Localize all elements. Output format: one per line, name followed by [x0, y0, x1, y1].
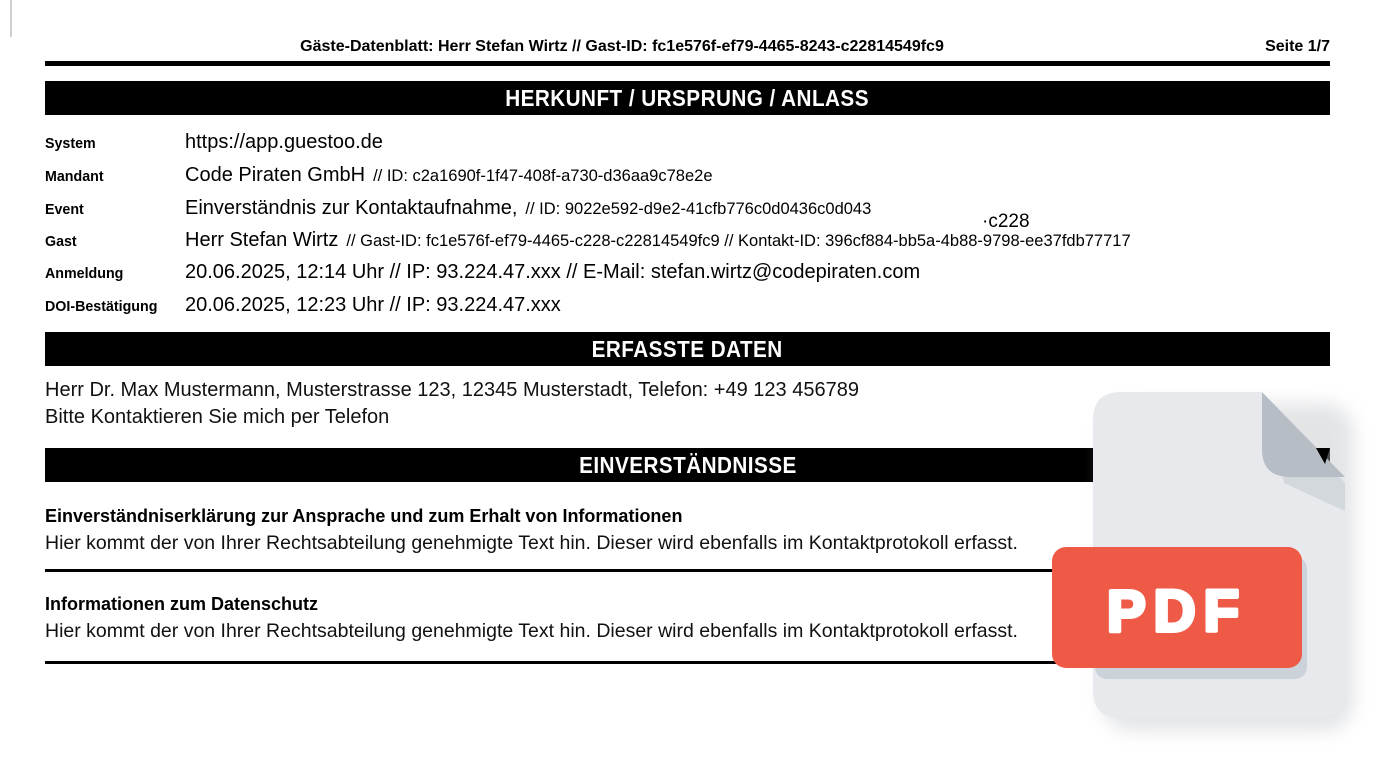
field-value: 20.06.2025, 12:14 Uhr // IP: 93.224.47.xxx // E-Mail: stefan.wirtz@codepiraten.com — [185, 261, 921, 283]
field-label: Event — [45, 201, 84, 218]
section-banner-origin — [45, 81, 1330, 115]
overlay-annotation-c228: ·c228 — [982, 211, 1030, 232]
field-value: 20.06.2025, 12:23 Uhr // IP: 93.224.47.xxx — [185, 294, 561, 316]
field-label: DOI-Bestätigung — [45, 298, 158, 315]
pdf-file-icon[interactable] — [1040, 383, 1374, 780]
section-title: ERFASSTE DATEN — [591, 335, 784, 362]
field-meta: // Gast-ID: fc1e576f-ef79-4465-c228-c22814549fc9 // Kontakt-ID: 396cf884-bb5a-4b88-9798-ee37fdb77717 — [346, 232, 1131, 250]
captured-data-line: Herr Dr. Max Mustermann, Musterstrasse 123, 12345 Musterstadt, Telefon: +49 123 456789 — [45, 379, 859, 401]
field-value: https://app.guestoo.de — [185, 131, 383, 153]
section-title: EINVERSTÄNDNISSE — [578, 451, 797, 478]
field-value: Code Piraten GmbH — [185, 164, 366, 186]
consent-body: Hier kommt der von Ihrer Rechtsabteilung genehmigte Text hin. Dieser wird ebenfalls im Kontaktprotokoll erfasst. — [45, 620, 1018, 642]
field-row-gast — [45, 229, 1131, 252]
field-row-anmeldung — [45, 261, 928, 284]
field-label: System — [45, 135, 96, 152]
field-row-event — [45, 197, 871, 220]
header-rule — [45, 61, 1330, 66]
document-header-title: Gäste-Datenblatt: Herr Stefan Wirtz // Gast-ID: fc1e576f-ef79-4465-8243-c22814549fc9 — [300, 38, 944, 55]
page-number: Seite 1/7 — [1265, 38, 1330, 55]
field-label: Anmeldung — [45, 265, 124, 282]
field-label: Mandant — [45, 168, 104, 185]
field-value: Einverständnis zur Kontaktaufnahme, — [185, 197, 518, 219]
consent-heading: Informationen zum Datenschutz — [45, 594, 319, 614]
screenshot-edge-artifact — [10, 0, 12, 37]
pdf-badge-label: PDF — [1107, 579, 1247, 644]
consent-heading: Einverständniserklärung zur Ansprache und zum Erhalt von Informationen — [45, 506, 683, 526]
field-label: Gast — [45, 233, 77, 250]
consent-body: Hier kommt der von Ihrer Rechtsabteilung genehmigte Text hin. Dieser wird ebenfalls im Kontaktprotokoll erfasst. — [45, 532, 1018, 554]
field-row-mandant — [45, 164, 713, 187]
field-value: Herr Stefan Wirtz — [185, 229, 339, 251]
section-banner-erfasste-daten — [45, 332, 1330, 366]
section-title: HERKUNFT / URSPRUNG / ANLASS — [505, 84, 870, 111]
captured-data-line: Bitte Kontaktieren Sie mich per Telefon — [45, 406, 390, 428]
field-row-system — [45, 131, 391, 154]
field-meta: // ID: c2a1690f-1f47-408f-a730-d36aa9c78e2e — [373, 167, 713, 185]
field-meta: // ID: 9022e592-d9e2-41cfb776c0d0436c0d043 — [525, 200, 872, 218]
field-row-doi-bestaetigung — [45, 294, 569, 317]
